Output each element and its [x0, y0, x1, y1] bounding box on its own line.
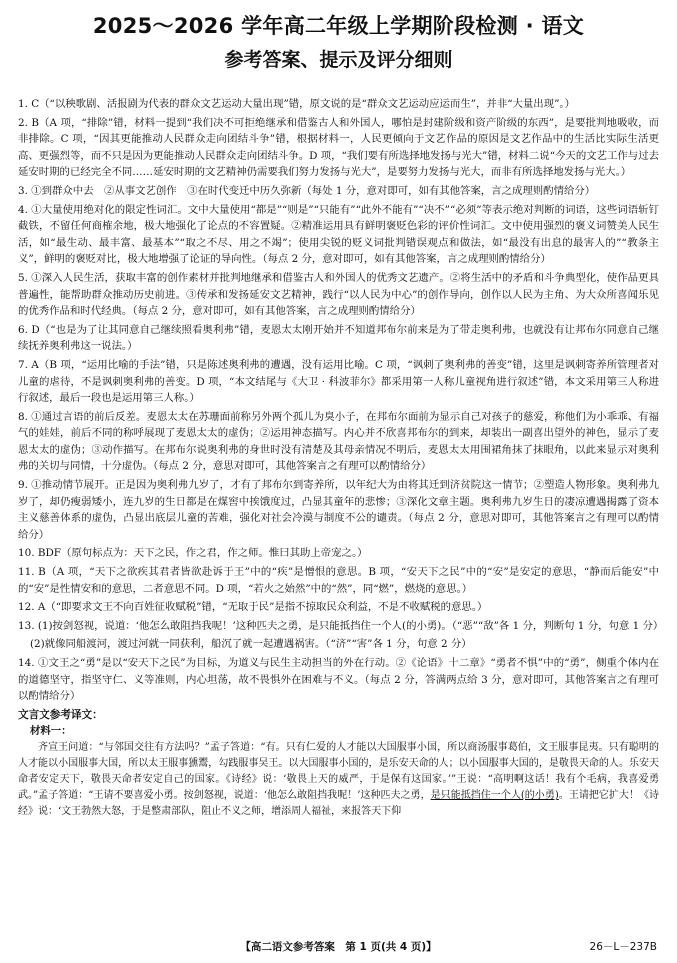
answer-3: 3. ①到群众中去 ②从事文艺创作 ③在时代变迁中历久弥新（每处 1 分，意对即可，如有其他答案，言之成理则酌情给分） — [18, 184, 596, 197]
answer-14: 14. ①文王之“勇”是以“安天下之民”为目标，为道义与民生主动担当的外在行动。②《论语》十二章》“勇者不惧”中的“勇”，侧重个体内在的道德坚守，指坚守仁、义等准则，内心坦荡，故不畏惧外在困难与不义。（每点 2 分，答满两点给 3 分，意对即可，其他答案言之有理可以酌情给分） — [18, 657, 659, 703]
answer-7: 7. A（B 项，“运用比喻的手法”错，只是陈述奥利弗的遭遇，没有运用比喻。C 项，“讽刺了奥利弗的善变”错，这里是讽刺寄养所管理者对儿童的虐待，不是讽刺奥利弗的善变。D 项，“本文结尾与《大卫 · 科波菲尔》都采用第一人称儿童视角进行叙述”错，本文采用第三人称进行叙述，最后一段也是运用第三人称。） — [18, 358, 659, 405]
answer-2: 2. B（A 项，“排除”错，材料一提到“我们决不可拒绝继承和借鉴古人和外国人，哪怕是封建阶级和资产阶级的东西”，是要批判地吸收，而非排除。C 项，“因其更能推动人民群众走向团结斗争”错，根据材料一，人民更倾向于文艺作品的原因是文艺作品中的生活比实际生活更高、更强烈等，而不只是因为更能推动人民群众走向团结斗争。D 项，“我们要有所选择地发扬与光大”错，材料二说“今天的文艺工作与过去延安时期的已经完全不同……延安时期的文艺精神仍需要我们努力发扬与光大”，是要努力发扬与光大，而非有所选择地发扬与光大。） — [18, 116, 659, 179]
answer-9: 9. ①推动情节展开。正是因为奥利弗九岁了，才有了邦布尔到寄养所，以年纪大为由将其迁到济贫院这一情节；②塑造人物形象。奥利弗九岁了，却仍瘦弱矮小，连九岁的生日都是在煤窖中挨饿度过，凸显其童年的悲惨；③深化文章主题。奥利弗九岁生日的凄凉遭遇揭露了资本主义慈善体系的虚伪，凸显出底层儿童的苦难，强化对社会冷漠与制度不公的谴责。（每点 2 分，意思对即可，其他答案言之有理可以酌情给分） — [18, 479, 659, 541]
translation-underlined: 是只能抵挡住一个人(的小勇) — [430, 789, 559, 801]
answer-13-part2: (2)就像同船渡河，渡过河就一同获利，船沉了就一起遭遇祸害。（“济”“害”各 1 分，句意 2 分） — [30, 638, 472, 651]
answer-1: 1. C（“以秧歌剧、活报剧为代表的群众文艺运动大量出现”错，原文说的是“群众文艺运动应运而生”，并非“大量出现”。） — [18, 98, 575, 110]
translation-heading: 文言文参考译文： — [18, 708, 103, 721]
answer-5: 5. ①深入人民生活，获取丰富的创作素材并批判地继承和借鉴古人和外国人的优秀文艺遗产。②将生活中的矛盾和斗争典型化，使作品更具普遍性，能帮助群众推动历史前进。③传承和发扬延安文艺精神，践行“以人民为中心”的创作导向，创作以人民为主角、为大众所喜闻乐见的优秀作品和时代经典。（每点 2 分，意对即可，如有其他答案，言之成理则酌情给分） — [18, 271, 659, 318]
page-label: 【高二语文参考答案 第 1 页(共 4 页)】 — [240, 941, 437, 953]
answer-11: 11. B（A 项，“天下之欲疾其君者皆欲赴诉于王”中的“疾”是憎恨的意思。B 项，“安天下之民”中的“安”是安定的意思，“静而后能安”中的“安”是性情安和的意思，二者意思不同。D 项，“若火之始然”中的“然”，同“燃”，燃烧的意思。） — [18, 566, 659, 595]
document-code: 26－L－237B — [589, 941, 657, 953]
translation-paragraph — [18, 740, 659, 820]
answer-8: 8. ①通过言语的前后反差。麦恩太太在苏珊面前称另外两个孤儿为臭小子，在邦布尔面前为显示自己对孩子的慈爱，称他们为小乖乖、有福气的娃娃，前后不同的称呼展现了麦恩太太的虚伪；②运用神态描写。内心并不欣喜邦布尔的到来，却装出一副喜出望外的神色，显示了麦恩太太的虚伪；③动作描写。在邦布尔说奥利弗的身世时没有清楚及其母亲情况不明后，麦恩太太用围裙角抹了抹眼角，以此来显示对奥利弗的关切与同情，十分虚伪。（每点 2 分，意思对即可，其他答案言之有理可以酌情给分） — [18, 410, 659, 473]
answer-4: 4. ①大量使用绝对化的限定性词汇。文中大量使用“都是”“则是”“只能有”“此外不能有”“决不”“必须”等表示绝对判断的词语，这些词语斩钉截铁，不留任何商榷余地，极大地强化了论点的不容置疑。②精准运用具有鲜明褒贬色彩的评价性词汇。文中使用强烈的褒义词赞美人民生活，如“最生动、最丰富、最基本”“取之不尽、用之不竭”；使用尖锐的贬义词批判错误观点和做法，如“最没有出息的最害人的”“教条主义”，鲜明的褒贬对比，极大地增强了论证的导向性。（每点 2 分，意对即可，如有其他答案，言之成理则酌情给分） — [18, 203, 659, 266]
answer-13-part1: 13. (1)按剑怒视，说道：‘他怎么敢阻挡我呢！’这种匹夫之勇，是只能抵挡住一个人(的小勇)。（“恶”“敌”各 1 分，判断句 1 分，句意 1 分） — [18, 619, 664, 632]
answer-10: 10. BDF（原句标点为：天下之民，作之君，作之师。惟曰其助上帝宠之。） — [18, 547, 368, 560]
translation-text-tail: 。王请把它扩大！《诗经》说：‘文王勃然大怒，于是整肃部队，阻止不义之师，增添周人福祉，来报答天下仰 — [18, 789, 660, 817]
material-label: 材料一： — [30, 725, 72, 738]
document-subtitle: 参考答案、提示及评分细则 — [224, 49, 453, 71]
page-footer — [0, 939, 677, 957]
answer-content — [18, 96, 664, 822]
translation-text: 齐宣王问道：“与邻国交往有方法吗？”孟子答道：“有。只有仁爱的人才能以大国服事小国，所以商汤服事葛伯，文王服事昆夷。只有聪明的人才能以小国服事大国，所以太王服事獯鬻，勾践服事吴王。以大国服事小国的，是乐安天命的人；以小国服事大国的，是敬畏天命的人。乐安天命者安定天下，敬畏天命者安定自己的国家。《诗经》说：‘敬畏上天的威严，于是保有这国家。’”王说：“高明啊这话！我有个毛病，我喜爱勇武。”孟子答道：“王请不要喜爱小勇。按剑怒视，说道：‘他怎么敢阻挡我呢！’这种匹夫之勇， — [18, 741, 659, 801]
answer-6: 6. D（“也是为了让其同意自己继续照看奥利弗”错，麦恩太太刚开始并不知道邦布尔前来是为了带走奥利弗，也就没有让邦布尔同意自己继续抚养奥利弗这一说法。） — [18, 323, 659, 353]
document-title: 2025～2026 学年高二年级上学期阶段检测 · 语文 — [92, 14, 585, 38]
answer-12: 12. A（“即要求文王不向百姓征收赋税”错，“无取于民”是指不掠取民众利益，不是不收赋税的意思。） — [18, 601, 488, 614]
